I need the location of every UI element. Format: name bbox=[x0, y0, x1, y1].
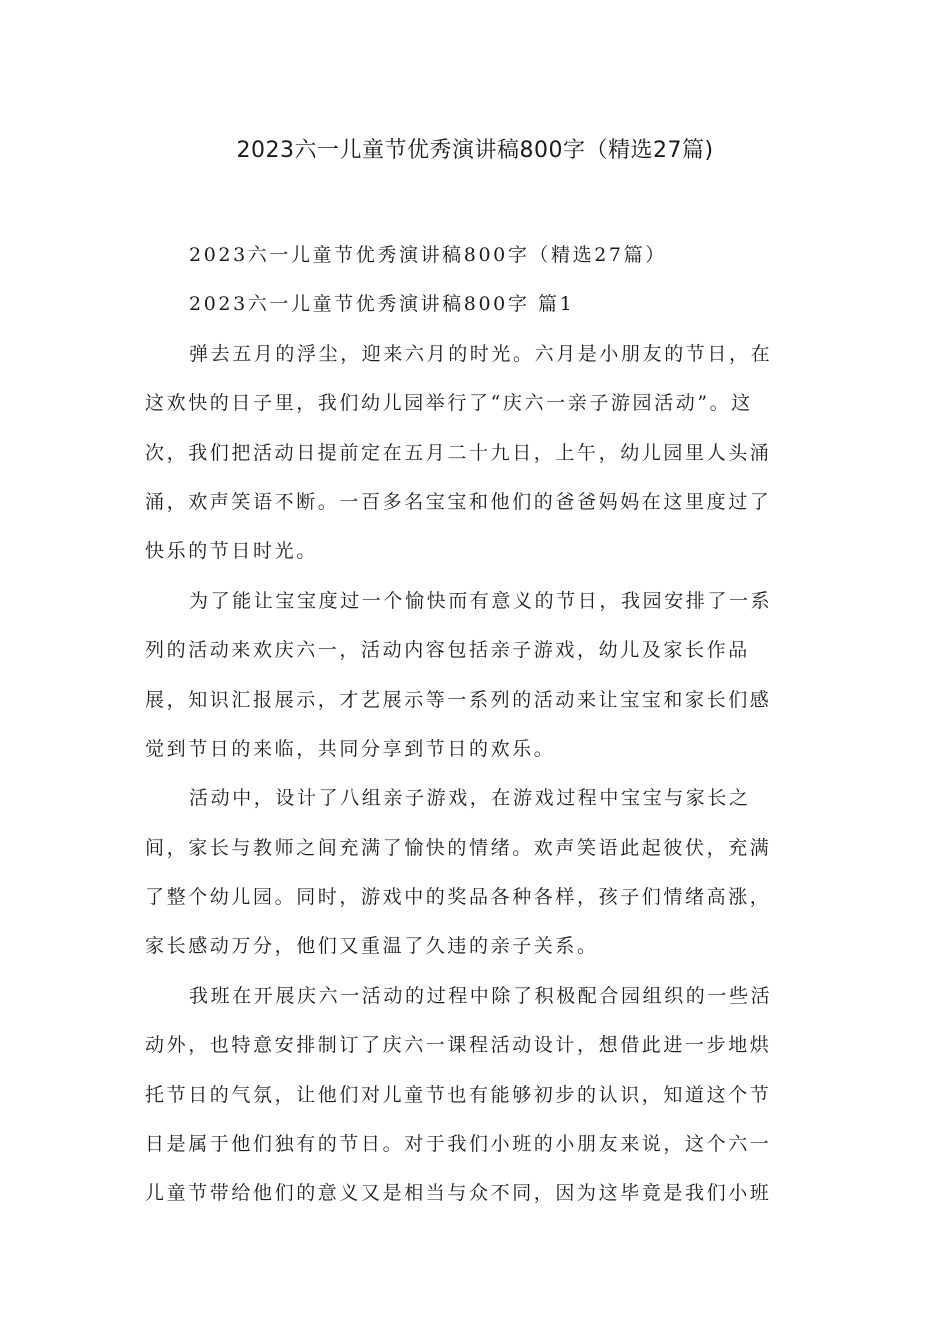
paragraph-3 bbox=[145, 774, 805, 972]
paragraph-line: 这欢快的日子里，我们幼儿园举行了“庆六一亲子游园活动”。这 bbox=[145, 392, 753, 415]
paragraph-line: 展，知识汇报展示，才艺展示等一系列的活动来让宝宝和家长们感 bbox=[145, 688, 772, 711]
subtitle-line: 2023六一儿童节优秀演讲稿800字（精选27篇） bbox=[189, 244, 667, 266]
paragraph-line: 快乐的节日时光。 bbox=[145, 540, 318, 563]
paragraph-line: 活动中，设计了八组亲子游戏，在游戏过程中宝宝与家长之 bbox=[189, 787, 751, 810]
paragraph-line: 觉到节日的来临，共同分享到节日的欢乐。 bbox=[145, 737, 556, 760]
paragraph-line: 动外，也特意安排制订了庆六一课程活动设计，想借此进一步地烘 bbox=[145, 1034, 772, 1057]
paragraph-line: 日是属于他们独有的节日。对于我们小班的小朋友来说，这个六一 bbox=[145, 1133, 772, 1156]
paragraph-line: 为了能让宝宝度过一个愉快而有意义的节日，我园安排了一系 bbox=[189, 589, 773, 612]
paragraph-2 bbox=[145, 577, 805, 775]
paragraph-line: 托节日的气氛，让他们对儿童节也有能够初步的认识，知道这个节 bbox=[145, 1083, 772, 1106]
document-title: 2023六一儿童节优秀演讲稿800字（精选27篇) bbox=[236, 138, 714, 163]
paragraph-line: 儿童节带给他们的意义又是相当与众不同，因为这毕竟是我们小班 bbox=[145, 1182, 772, 1205]
paragraph-line: 间，家长与教师之间充满了愉快的情绪。欢声笑语此起彼伏，充满 bbox=[145, 836, 772, 859]
paragraph-line: 涌，欢声笑语不断。一百多名宝宝和他们的爸爸妈妈在这里度过了 bbox=[145, 490, 772, 513]
paragraph-line: 我班在开展庆六一活动的过程中除了积极配合园组织的一些活 bbox=[189, 984, 773, 1007]
section-heading: 2023六一儿童节优秀演讲稿800字 篇1 bbox=[189, 293, 575, 316]
paragraph-4 bbox=[145, 972, 805, 1219]
document-body bbox=[145, 231, 805, 1219]
paragraph-1 bbox=[145, 330, 805, 577]
paragraph-line: 弹去五月的浮尘，迎来六月的时光。六月是小朋友的节日，在 bbox=[189, 342, 773, 365]
paragraph-line: 家长感动万分，他们又重温了久违的亲子关系。 bbox=[145, 935, 599, 958]
paragraph-line: 列的活动来欢庆六一，活动内容包括亲子游戏，幼儿及家长作品 bbox=[145, 639, 750, 662]
paragraph-line: 了整个幼儿园。同时，游戏中的奖品各种各样，孩子们情绪高涨， bbox=[145, 886, 772, 909]
paragraph-line: 次，我们把活动日提前定在五月二十九日，上午，幼儿园里人头涌 bbox=[145, 441, 772, 464]
